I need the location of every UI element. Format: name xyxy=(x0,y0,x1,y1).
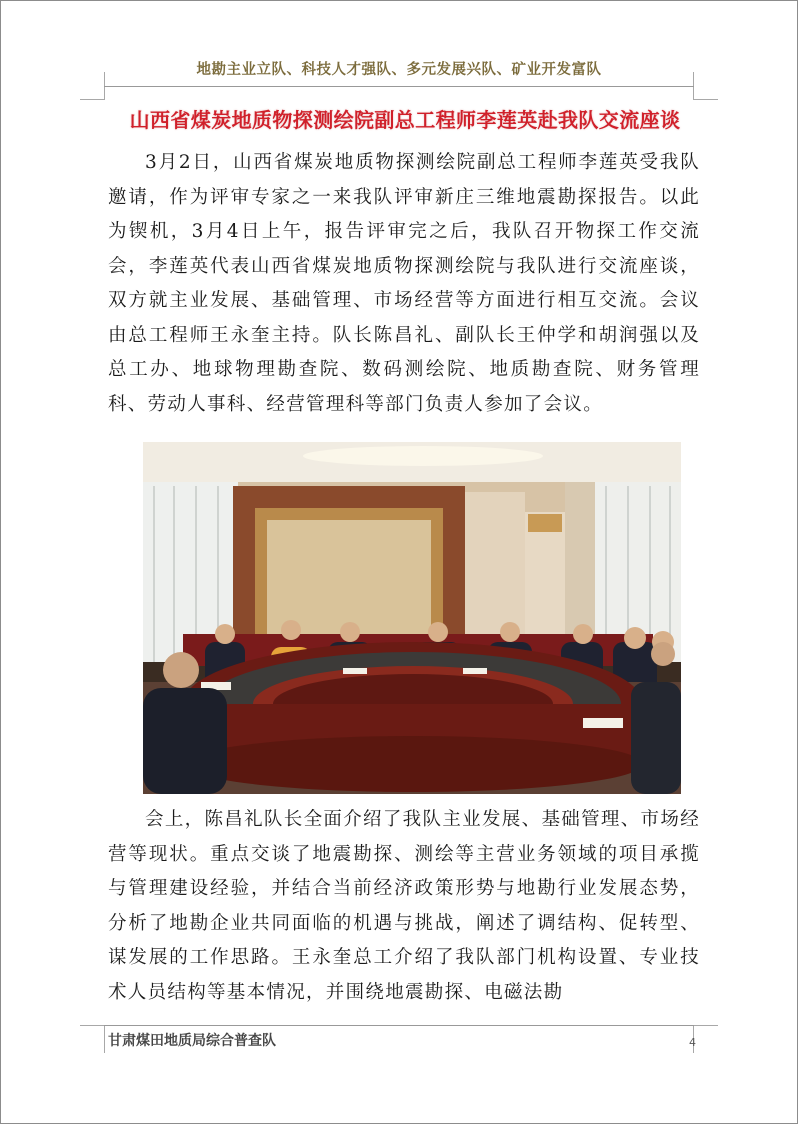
page-number: 4 xyxy=(689,1036,696,1049)
header-slogan: 地勘主业立队、科技人才强队、多元发展兴队、矿业开发富队 xyxy=(196,62,602,78)
corner-mark-top-left-h xyxy=(80,99,105,100)
article-paragraph-1: 3月2日，山西省煤炭地质物探测绘院副总工程师李莲英受我队邀请，作为评审专家之一来我队评审新庄三维地震勘探报告。以此为锲机，3月4日上午，报告评审完之后，我队召开物探工作交流会，李莲英代表山西省煤炭地质物探测绘院与我队进行交流座谈，双方就主业发展、基础管理、市场经营等方面进行相互交流。会议由总工程师王永奎主持。队长陈昌礼、副队长王仲学和胡润强以及总工办、地球物理勘查院、数码测绘院、地质勘查院、财务管理科、劳动人事科、经营管理科等部门负责人参加了会议。 xyxy=(108,152,700,415)
corner-mark-bottom-left xyxy=(104,1025,105,1053)
corner-mark-bottom-right-h xyxy=(693,1025,718,1026)
article-paragraph-2: 会上，陈昌礼队长全面介绍了我队主业发展、基础管理、市场经营等现状。重点交谈了地震勘探、测绘等主营业务领域的项目承揽与管理建设经验，并结合当前经济政策形势与地勘行业发展态势，分析了地勘企业共同面临的机遇与挑战，阐述了调结构、促转型、谋发展的工作思路。王永奎总工介绍了我队部门机构设置、专业技术人员结构等基本情况，并围绕地震勘探、电磁法勘 xyxy=(108,809,700,1003)
article-title: 山西省煤炭地质物探测绘院副总工程师李莲英赴我队交流座谈 xyxy=(129,108,681,132)
corner-mark-bottom-left-h xyxy=(80,1025,105,1026)
footer-rule xyxy=(104,1025,694,1026)
corner-mark-top-right-h xyxy=(693,99,718,100)
header-rule xyxy=(104,86,694,87)
footer-organization: 甘肃煤田地质局综合普查队 xyxy=(108,1033,276,1049)
meeting-photo xyxy=(143,442,681,794)
